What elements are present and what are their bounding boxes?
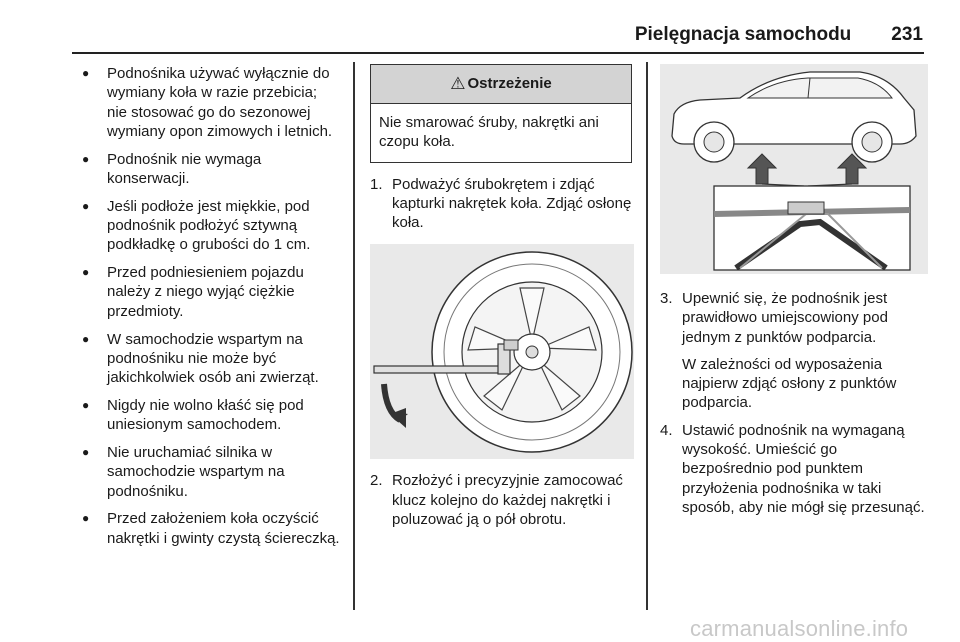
column-2	[370, 64, 634, 529]
safety-bullet-list	[82, 64, 340, 548]
step-text: Upewnić się, że podnośnik jest prawidłowo umiejscowiony pod jednym z punktów podparcia.	[682, 290, 888, 346]
warning-title: Ostrzeżenie	[467, 75, 552, 93]
warning-box	[370, 64, 632, 163]
column-3	[660, 64, 930, 517]
step-3	[660, 289, 930, 347]
step-4	[660, 421, 930, 517]
column-divider-left	[353, 62, 355, 610]
bullet-item: ● Nigdy nie wolno kłaść się pod uniesionym samochodem.	[82, 396, 340, 435]
warning-header	[371, 65, 631, 104]
bullet-item: ● Przed podniesieniem pojazdu należy z niego wyjąć ciężkie przedmioty.	[82, 263, 340, 321]
column-1	[82, 64, 340, 557]
bullet-item: ● Nie uruchamiać silnika w samochodzie wspartym na podnośniku.	[82, 443, 340, 501]
step-1	[370, 175, 634, 233]
step-text: Podważyć śrubokrętem i zdjąć kapturki nakrętek koła. Zdjąć osłonę koła.	[392, 175, 632, 232]
bullet-item: ● Podnośnik nie wymaga konserwacji.	[82, 150, 340, 189]
bullet-item: ● Jeśli podłoże jest miękkie, pod podnośnik podłożyć sztywną podkładkę o grubości do 1 cm.	[82, 197, 340, 255]
step-number: 4.	[660, 421, 673, 439]
page-header	[0, 24, 923, 46]
step-number: 1.	[370, 175, 383, 193]
page-title: Pielęgnacja samochodu	[634, 24, 852, 45]
bullet-item: ● Podnośnika używać wyłącznie do wymiany koła w razie przebicia; nie stosować go do sezonowej wymiany opon zimowych i letnich.	[82, 64, 340, 141]
page-number: 231	[891, 24, 923, 45]
step-2	[370, 471, 634, 529]
step-text: Ustawić podnośnik na wymaganą wysokość. Umieścić go bezpośrednio pod punktem przyłożenia podnośnika w taki sposób, aby nie mógł się przesunąć.	[682, 421, 925, 516]
warning-text: Nie smarować śruby, nakrętki ani czopu koła.	[379, 114, 599, 151]
step-3-note: W zależności od wyposażenia najpierw zdjąć osłony z punktów podparcia.	[682, 355, 897, 412]
step-number: 2.	[370, 472, 383, 490]
watermark: carmanualsonline.info	[690, 616, 909, 641]
bullet-item: ● W samochodzie wspartym na podnośniku nie może być jakichkolwiek osób ani zwierząt.	[82, 330, 340, 388]
car-jack-figure	[660, 64, 928, 274]
step-number: 3.	[660, 290, 673, 307]
step-text: Rozłożyć i precyzyjnie zamocować klucz kolejno do każdej nakrętki i poluzować ją o pół obrotu.	[392, 472, 623, 529]
column-divider-right	[646, 62, 648, 610]
wheel-wrench-figure	[370, 244, 634, 459]
header-rule	[72, 52, 924, 54]
bullet-item: ● Przed założeniem koła oczyścić nakrętki i gwinty czystą ściereczką.	[82, 509, 340, 548]
warning-triangle-icon: ⚠	[450, 74, 466, 94]
